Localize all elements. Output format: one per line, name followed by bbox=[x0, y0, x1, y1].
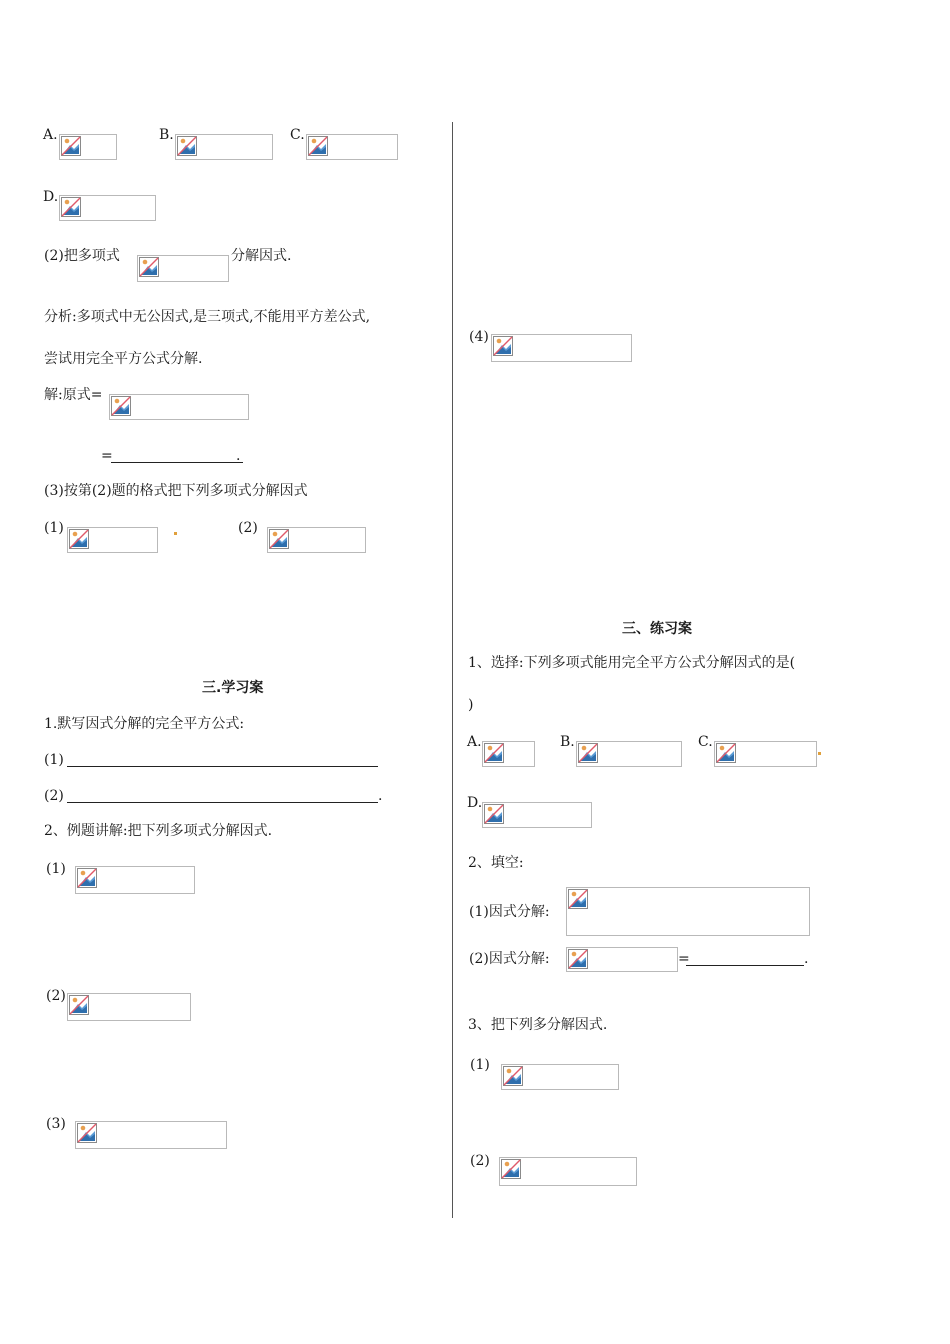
p3-item-2-label: (2) bbox=[470, 1153, 490, 1169]
solution-formula bbox=[109, 394, 249, 420]
example-3-formula bbox=[75, 1121, 227, 1149]
fill-2-label: (2)因式分解: bbox=[469, 951, 550, 967]
broken-image-icon bbox=[269, 529, 289, 549]
analysis-line-2: 尝试用完全平方公式分解. bbox=[44, 351, 203, 367]
item-4-formula bbox=[491, 334, 632, 362]
option-a-label: A. bbox=[43, 127, 58, 143]
fill-2-formula bbox=[566, 947, 678, 972]
broken-image-icon bbox=[61, 136, 81, 156]
broken-image-icon bbox=[716, 743, 736, 763]
q3-item-2-label: (2) bbox=[238, 520, 258, 536]
p-option-d-label: D. bbox=[467, 795, 483, 811]
example-1-label: (1) bbox=[46, 861, 66, 877]
practice-item-1: 1、选择:下列多项式能用完全平方公式分解因式的是( bbox=[468, 655, 796, 671]
practice-item-2: 2、填空: bbox=[468, 855, 524, 871]
equals-sign: = bbox=[101, 448, 113, 464]
broken-image-icon bbox=[77, 1123, 97, 1143]
broken-image-icon bbox=[177, 136, 197, 156]
p-option-d-formula bbox=[482, 802, 592, 828]
study-item-1: 1.默写因式分解的完全平方公式: bbox=[44, 716, 245, 732]
fill-2-blank[interactable] bbox=[686, 965, 804, 966]
practice-item-1-close: ) bbox=[468, 697, 474, 713]
p-option-c-formula bbox=[714, 741, 817, 767]
q3-item-1-formula bbox=[67, 527, 158, 553]
formula-2-period: . bbox=[378, 788, 383, 804]
example-2-formula bbox=[67, 993, 191, 1021]
broken-image-icon bbox=[568, 949, 588, 969]
column-divider bbox=[452, 122, 453, 1218]
option-b-formula bbox=[175, 134, 273, 160]
example-3-label: (3) bbox=[46, 1116, 66, 1132]
q3-item-1-label: (1) bbox=[44, 520, 64, 536]
p-option-a-label: A. bbox=[467, 734, 482, 750]
question-3: (3)按第(2)题的格式把下列多项式分解因式 bbox=[44, 483, 308, 499]
p-option-c-label: C. bbox=[698, 734, 713, 750]
stray-mark bbox=[818, 752, 821, 755]
broken-image-icon bbox=[111, 396, 131, 416]
formula-1-label: (1) bbox=[44, 752, 64, 768]
analysis-line-1: 分析:多项式中无公因式,是三项式,不能用平方差公式, bbox=[44, 309, 371, 325]
broken-image-icon bbox=[501, 1159, 521, 1179]
option-c-formula bbox=[306, 134, 398, 160]
broken-image-icon bbox=[578, 743, 598, 763]
broken-image-icon bbox=[308, 136, 328, 156]
fill-1-formula bbox=[566, 887, 810, 936]
broken-image-icon bbox=[484, 743, 504, 763]
option-d-formula bbox=[59, 195, 156, 221]
option-b-label: B. bbox=[159, 127, 174, 143]
p-option-b-formula bbox=[576, 741, 682, 767]
formula-1-blank[interactable] bbox=[67, 766, 378, 767]
broken-image-icon bbox=[69, 995, 89, 1015]
question-2-formula bbox=[137, 255, 229, 282]
fill-2-period: . bbox=[804, 951, 809, 967]
practice-item-3: 3、把下列多分解因式. bbox=[468, 1017, 608, 1033]
p-option-b-label: B. bbox=[560, 734, 575, 750]
q3-item-2-formula bbox=[267, 527, 366, 553]
broken-image-icon bbox=[69, 529, 89, 549]
option-d-label: D. bbox=[43, 189, 59, 205]
example-2-label: (2) bbox=[46, 988, 66, 1004]
question-2-suffix: 分解因式. bbox=[231, 248, 292, 264]
formula-2-blank[interactable] bbox=[67, 802, 378, 803]
study-section-title: 三.学习案 bbox=[202, 680, 264, 696]
option-c-label: C. bbox=[290, 127, 305, 143]
stray-mark bbox=[174, 532, 177, 535]
answer-period: . bbox=[236, 448, 241, 464]
broken-image-icon bbox=[568, 889, 588, 909]
answer-blank[interactable] bbox=[111, 462, 243, 463]
example-1-formula bbox=[75, 866, 195, 894]
fill-1-label: (1)因式分解: bbox=[469, 904, 550, 920]
fill-2-equals: = bbox=[678, 951, 690, 967]
p3-item-1-formula bbox=[501, 1064, 619, 1090]
solution-label: 解:原式= bbox=[44, 387, 103, 403]
broken-image-icon bbox=[61, 197, 81, 217]
p3-item-2-formula bbox=[499, 1157, 637, 1186]
option-a-formula bbox=[59, 134, 117, 160]
study-item-2: 2、例题讲解:把下列多项式分解因式. bbox=[44, 823, 273, 839]
broken-image-icon bbox=[493, 336, 513, 356]
question-2-prefix: (2)把多项式 bbox=[44, 248, 120, 264]
p-option-a-formula bbox=[482, 741, 535, 767]
broken-image-icon bbox=[503, 1066, 523, 1086]
practice-section-title: 三、练习案 bbox=[622, 621, 692, 637]
p3-item-1-label: (1) bbox=[470, 1057, 490, 1073]
formula-2-label: (2) bbox=[44, 788, 64, 804]
broken-image-icon bbox=[139, 257, 159, 277]
item-4-label: (4) bbox=[469, 329, 489, 345]
broken-image-icon bbox=[77, 868, 97, 888]
broken-image-icon bbox=[484, 804, 504, 824]
